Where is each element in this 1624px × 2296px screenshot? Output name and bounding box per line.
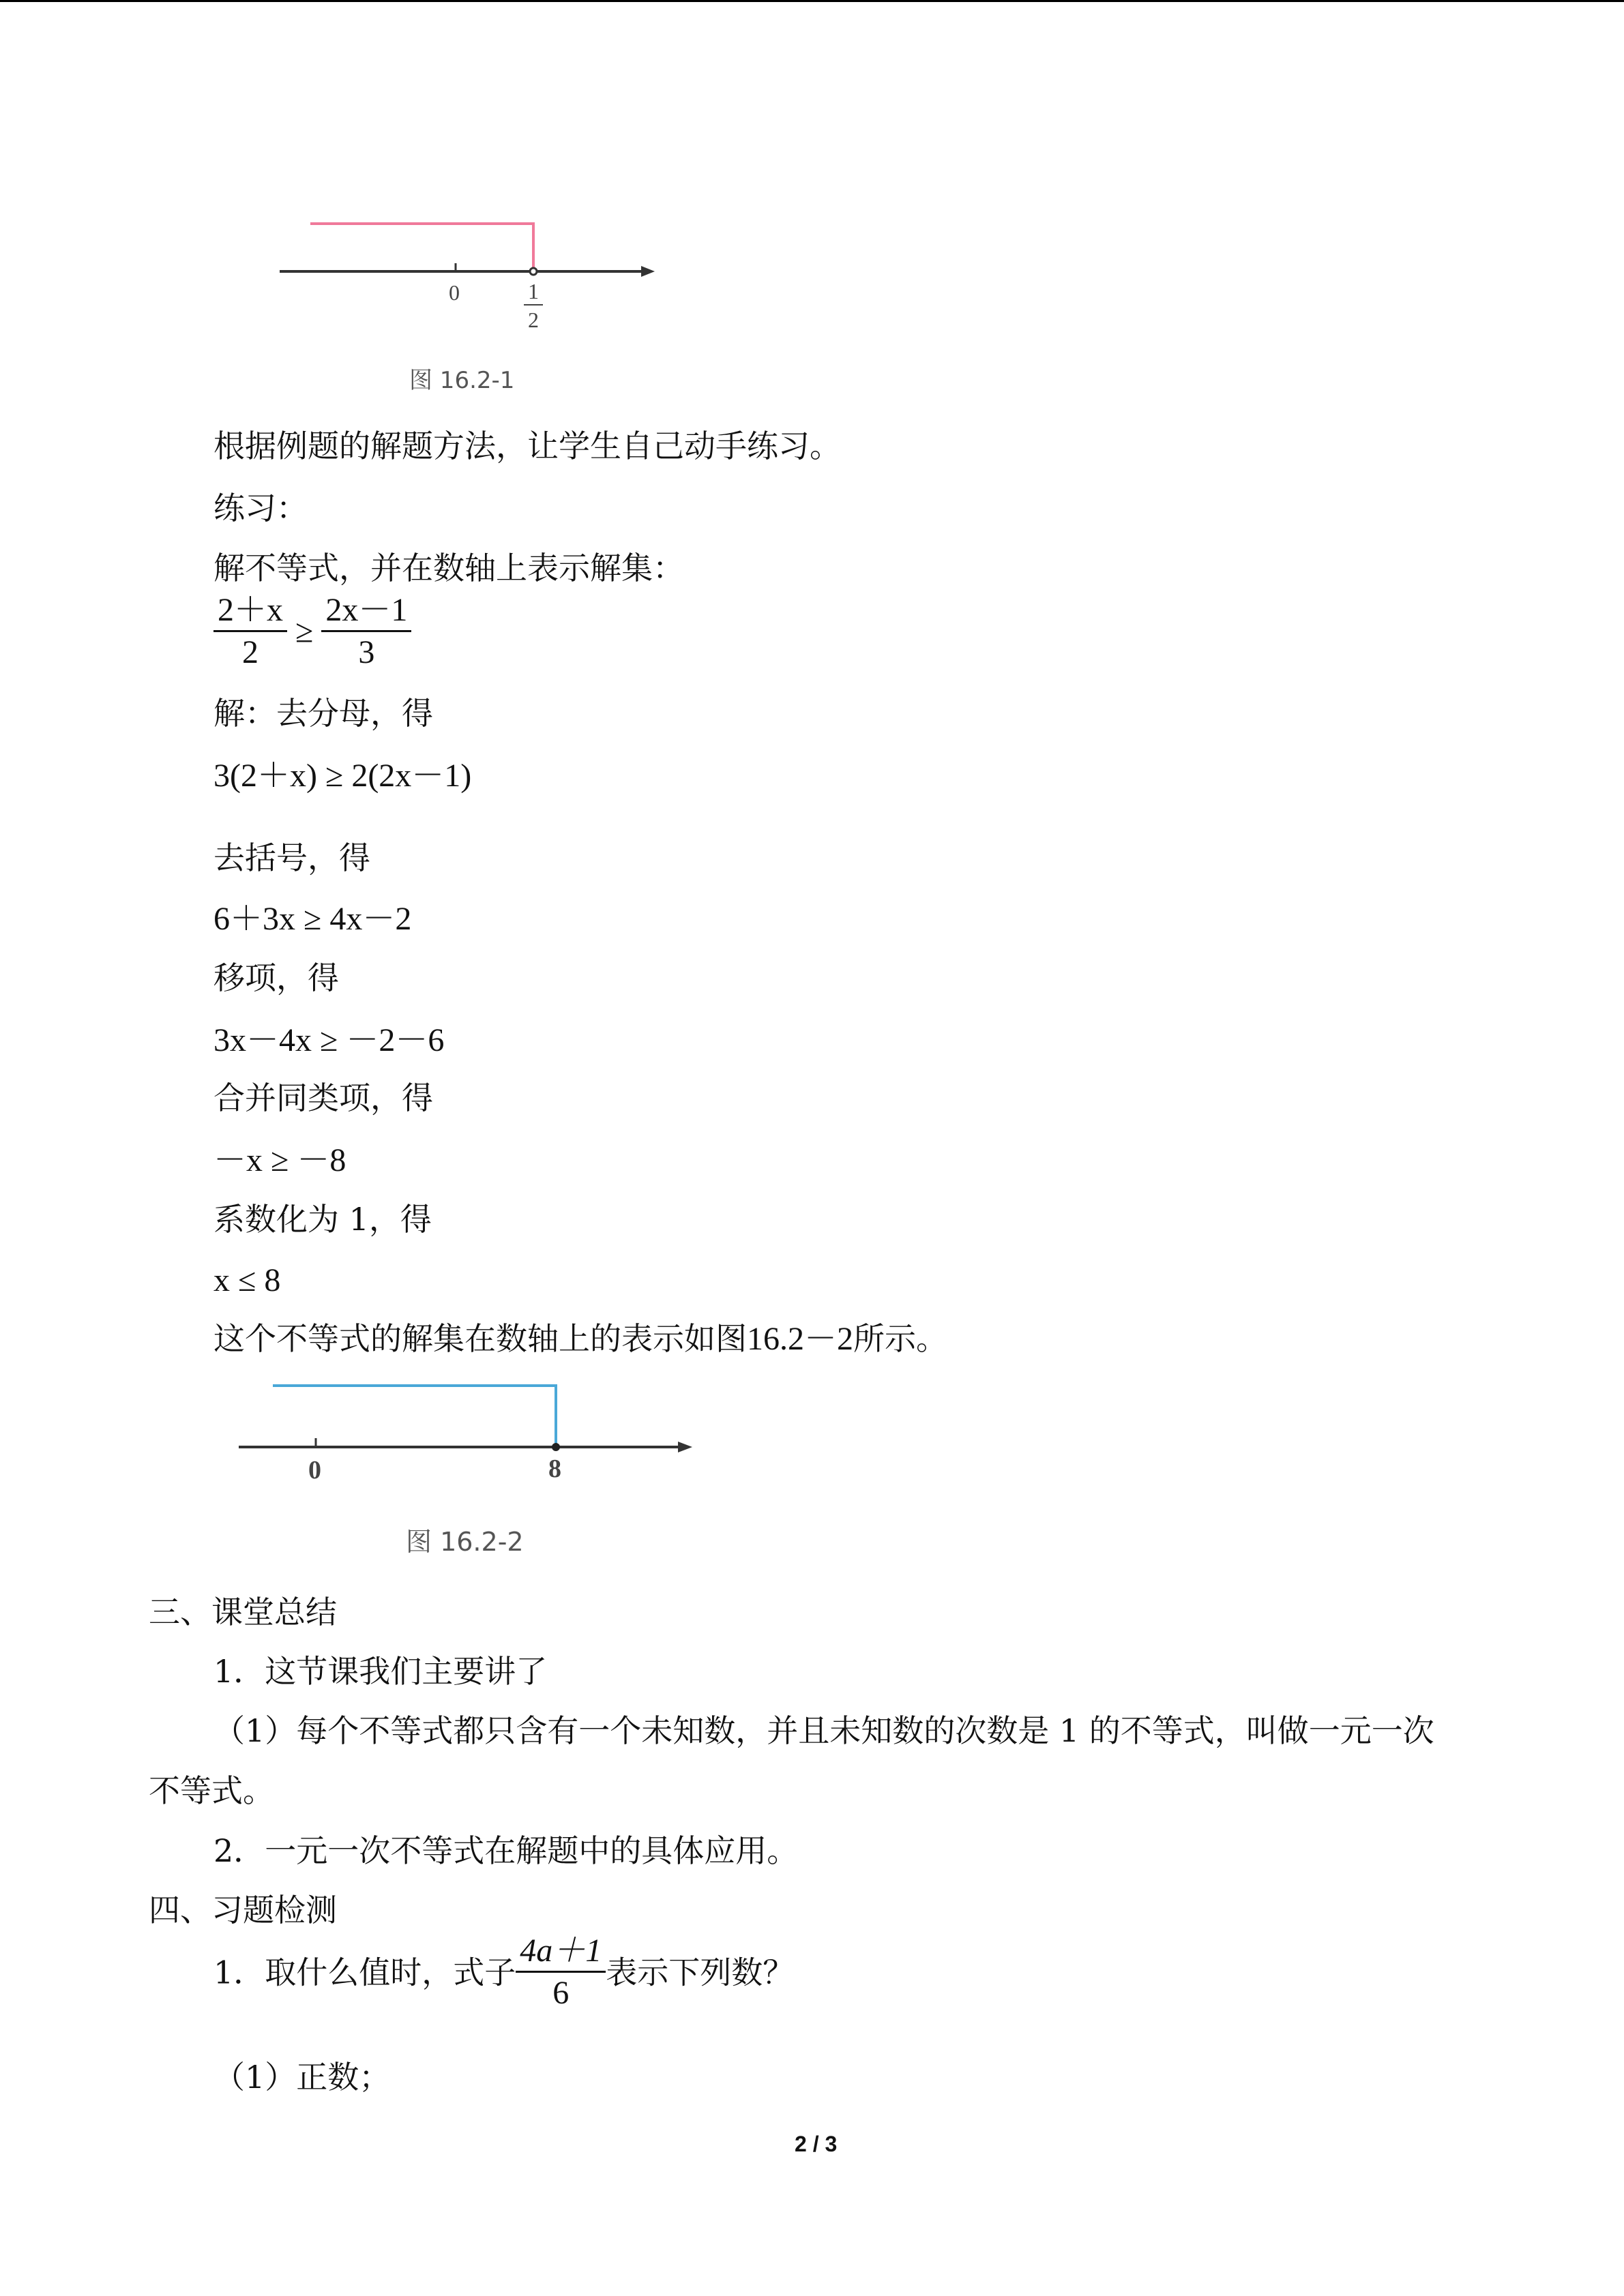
lhs-fraction: $\frac{2+x}{2}$ [213,591,287,673]
figure-reference-text: 这个不等式的解集在数轴上的表示如图16.2－2所示。 [213,1320,948,1357]
number-line-figure-1 [266,211,675,355]
axis-arrow-icon [641,266,655,277]
summary-item-2: 2．一元一次不等式在解题中的具体应用。 [213,1832,799,1869]
summary-item-1-1a: （1）每个不等式都只含有一个未知数，并且未知数的次数是 1 的不等式，叫做一元一次 [213,1712,1434,1749]
inequality-operator: ≥ [295,613,314,650]
number-line-figure-2 [232,1371,709,1507]
summary-item-1-1b: 不等式。 [149,1772,274,1809]
inequality-statement [213,591,411,673]
solve-step-3: 移项，得 [213,959,339,996]
practice-label: 练习： [213,490,308,526]
solution-interval-bracket [310,224,533,271]
page-number: 2 / 3 [795,2132,838,2156]
equation-2: 6＋3x ≥ 4x－2 [213,901,412,937]
exercise-heading: 四、习题检测 [149,1892,337,1928]
endpoint-dot [552,1443,560,1451]
solve-step-2: 去括号，得 [213,839,370,876]
solution-interval-bracket [273,1386,556,1447]
solve-step-5: 系数化为 1，得 [213,1201,432,1238]
intro-text: 根据例题的解题方法，让学生自己动手练习。 [213,428,841,464]
summary-item-1: 1．这节课我们主要讲了 [213,1653,548,1690]
figure-2-caption: 图 16.2-2 [406,1527,524,1557]
solve-step-1: 解：去分母，得 [213,695,433,732]
equation-5: x ≤ 8 [213,1262,281,1298]
page-top-border [0,0,1624,2]
summary-heading: 三、课堂总结 [149,1594,337,1630]
exercise-question-1: 1．取什么值时，式子 $\frac{4a+1}{6}$ 表示下列数？ [213,1931,794,2014]
task-text: 解不等式，并在数轴上表示解集： [213,550,684,586]
exercise-question-1-1: （1）正数； [213,2059,391,2096]
origin-label: 0 [308,1456,321,1485]
endpoint-dot [530,268,537,275]
question-fraction: $\frac{4a+1}{6}$ [516,1931,606,2014]
solve-step-4: 合并同类项，得 [213,1079,433,1116]
equation-4: －x ≥ －8 [213,1142,346,1178]
point-numerator: 1 [528,279,539,303]
equation-1: 3(2＋x) ≥ 2(2x－1) [213,758,472,794]
figure-1-caption: 图 16.2-1 [409,367,515,394]
origin-label: 0 [449,280,460,305]
axis-arrow-icon [678,1442,692,1452]
point-denominator: 2 [528,308,539,332]
point-label: 8 [548,1455,561,1483]
equation-3: 3x－4x ≥ －2－6 [213,1022,445,1058]
rhs-fraction: $\frac{2x-1}{3}$ [321,591,411,673]
